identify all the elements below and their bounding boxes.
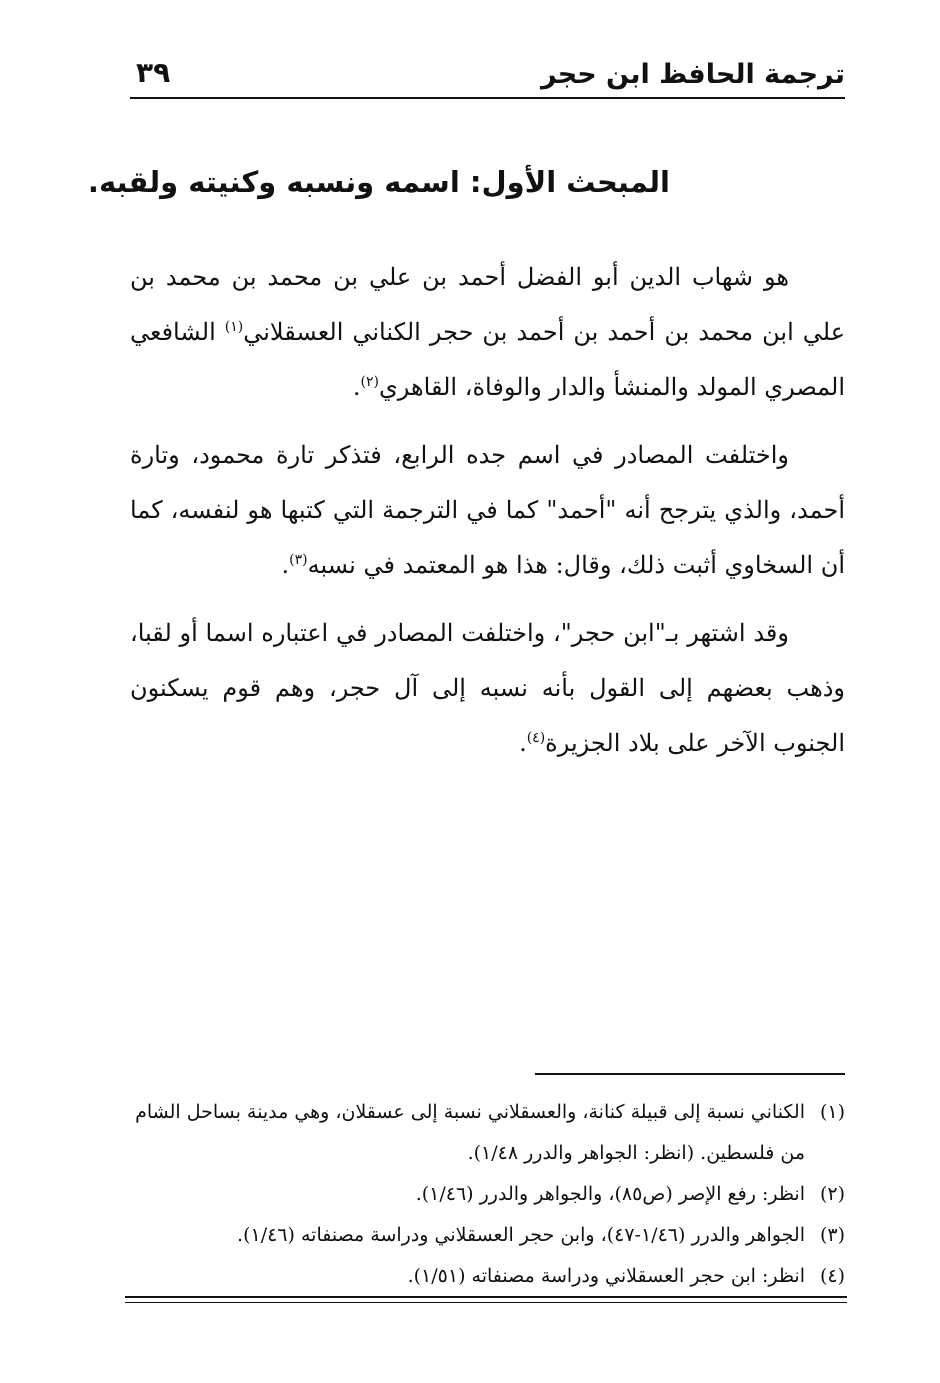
footnotes xyxy=(125,1092,845,1297)
footnote-number: (١) xyxy=(819,1101,845,1123)
footnote-ref-2: (٢) xyxy=(360,374,379,390)
paragraph-3 xyxy=(130,606,845,771)
footnote-4 xyxy=(125,1256,845,1297)
footer-rule xyxy=(125,1302,847,1303)
paragraph-end: . xyxy=(281,551,290,579)
section-title: المبحث الأول: اسمه ونسبه وكنيته ولقبه. xyxy=(87,165,670,199)
paragraph-text: الشافعي المصري المولد والمنشأ والدار والوفاة، القاهري xyxy=(130,318,845,401)
page-number: ٣٩ xyxy=(136,56,171,89)
body-text xyxy=(130,250,845,784)
footnote-separator xyxy=(535,1073,845,1075)
paragraph-text: واختلفت المصادر في اسم جده الرابع، فتذكر تارة محمود، وتارة أحمد، والذي يترجح أنه "أحمد" كما في الترجمة التي كتبها هو لنفسه، كما أن السخاوي أثبت ذلك، وقال: هذا هو المعتمد في نسبه xyxy=(130,441,845,579)
footnote-text: انظر: رفع الإصر (ص٨٥)، والجواهر والدرر (١/٤٦). xyxy=(415,1183,805,1205)
header-rule xyxy=(130,97,845,99)
paragraph-2 xyxy=(130,428,845,593)
footnote-2 xyxy=(125,1174,845,1215)
footnote-ref-1: (١) xyxy=(224,319,244,335)
footnote-text: الكناني نسبة إلى قبيلة كنانة، والعسقلاني نسبة إلى عسقلان، وهي مدينة بساحل الشام من فلسطين. (انظر: الجواهر والدرر ١/٤٨). xyxy=(135,1101,805,1164)
footnote-3 xyxy=(125,1215,845,1256)
footnote-ref-4: (٤) xyxy=(526,730,546,746)
footnote-text: انظر: ابن حجر العسقلاني ودراسة مصنفاته (١/٥١). xyxy=(407,1265,805,1287)
footnote-1 xyxy=(125,1092,845,1174)
footnote-ref-3: (٣) xyxy=(289,552,308,568)
footnote-number: (٤) xyxy=(819,1265,845,1287)
paragraph-1 xyxy=(130,250,845,415)
footnote-number: (٣) xyxy=(819,1224,845,1246)
footnote-number: (٢) xyxy=(819,1183,845,1205)
running-title: ترجمة الحافظ ابن حجر xyxy=(540,59,845,90)
footnote-text: الجواهر والدرر (١/٤٦-٤٧)، وابن حجر العسقلاني ودراسة مصنفاته (١/٤٦). xyxy=(237,1224,805,1246)
paragraph-text: هو شهاب الدين أبو الفضل أحمد بن علي بن محمد بن محمد بن علي ابن محمد بن أحمد بن أحمد بن حجر الكناني العسقلاني xyxy=(130,263,846,346)
running-header xyxy=(130,52,845,98)
paragraph-text: وقد اشتهر بـ"ابن حجر"، واختلفت المصادر في اعتباره اسما أو لقبا، وذهب بعضهم إلى القول بأنه نسبه إلى آل حجر، وهم قوم يسكنون الجنوب الآخر على بلاد الجزيرة xyxy=(130,619,845,757)
paragraph-end: . xyxy=(519,729,527,757)
paragraph-end: . xyxy=(352,373,361,401)
footer-rule xyxy=(125,1296,847,1298)
